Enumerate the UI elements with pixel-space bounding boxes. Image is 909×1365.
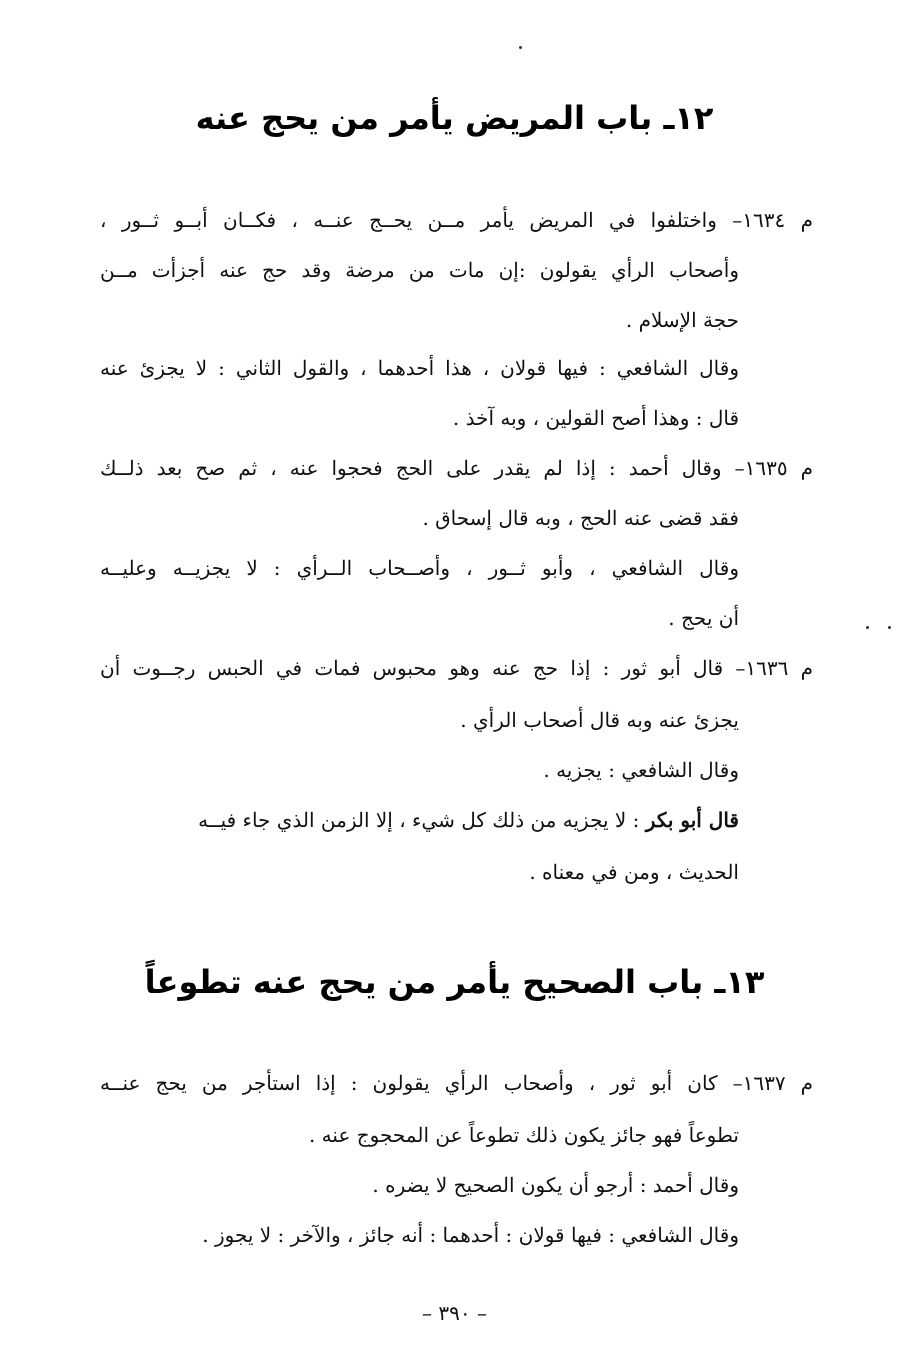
text-line: قال : وهذا أصح القولين ، وبه آخذ . (452, 406, 739, 430)
text-line: م ١٦٣٦– قال أبو ثور : إذا حج عنه وهو محبوس فمات في الحبس رجــوت أن (100, 656, 813, 680)
text-line: وقال الشافعي ، وأبو ثــور ، وأصــحاب الــرأي : لا يجزيــه وعليــه (100, 556, 739, 580)
text-line: الحديث ، ومن في معناه . (529, 860, 739, 884)
text-line: وقال الشافعي : يجزيه . (543, 758, 739, 782)
section-13-title: ١٣ـ باب الصحيح يأمر من يحج عنه تطوعاً (144, 963, 765, 1001)
text-line (100, 805, 739, 835)
text-line: وقال أحمد : أرجو أن يكون الصحيح لا يضره . (372, 1173, 739, 1197)
section-12-title: ١٢ـ باب المريض يأمر من يحج عنه (195, 99, 714, 137)
speaker-label: قال أبو بكر (645, 808, 739, 832)
page-number: – ٣٩٠ – (422, 1301, 487, 1325)
text-run: : لا يجزيه من ذلك كل شيء ، إلا الزمن الذي جاء فيــه (198, 808, 646, 832)
scan-speck (866, 626, 869, 629)
text-line: م ١٦٣٤– واختلفوا في المريض يأمر مــن يحــج عنــه ، فكــان أبــو ثــور ، (100, 208, 813, 232)
text-line: وقال الشافعي : فيها قولان ، هذا أحدهما ، والقول الثاني : لا يجزئ عنه (100, 356, 739, 380)
text-line: يجزئ عنه وبه قال أصحاب الرأي . (460, 708, 739, 732)
text-line: أن يحج . (668, 606, 739, 630)
text-line: م ١٦٣٥– وقال أحمد : إذا لم يقدر على الحج فحجوا عنه ، ثم صح بعد ذلــك (100, 456, 814, 480)
text-line: فقد قضى عنه الحج ، وبه قال إسحاق . (422, 506, 739, 530)
text-line: وقال الشافعي : فيها قولان : أحدهما : أنه جائز ، والآخر : لا يجوز . (202, 1223, 739, 1247)
text-line: تطوعاً فهو جائز يكون ذلك تطوعاً عن المحجوج عنه . (308, 1123, 739, 1147)
text-line: م ١٦٣٧– كان أبو ثور ، وأصحاب الرأي يقولون : إذا استأجر من يحج عنــه (100, 1071, 813, 1095)
text-line: حجة الإسلام . (625, 308, 739, 332)
scan-speck (519, 46, 522, 49)
text-line: وأصحاب الرأي يقولون :إن مات من مرضة وقد حج عنه أجزأت مــن (100, 258, 739, 282)
scan-speck (888, 626, 891, 629)
